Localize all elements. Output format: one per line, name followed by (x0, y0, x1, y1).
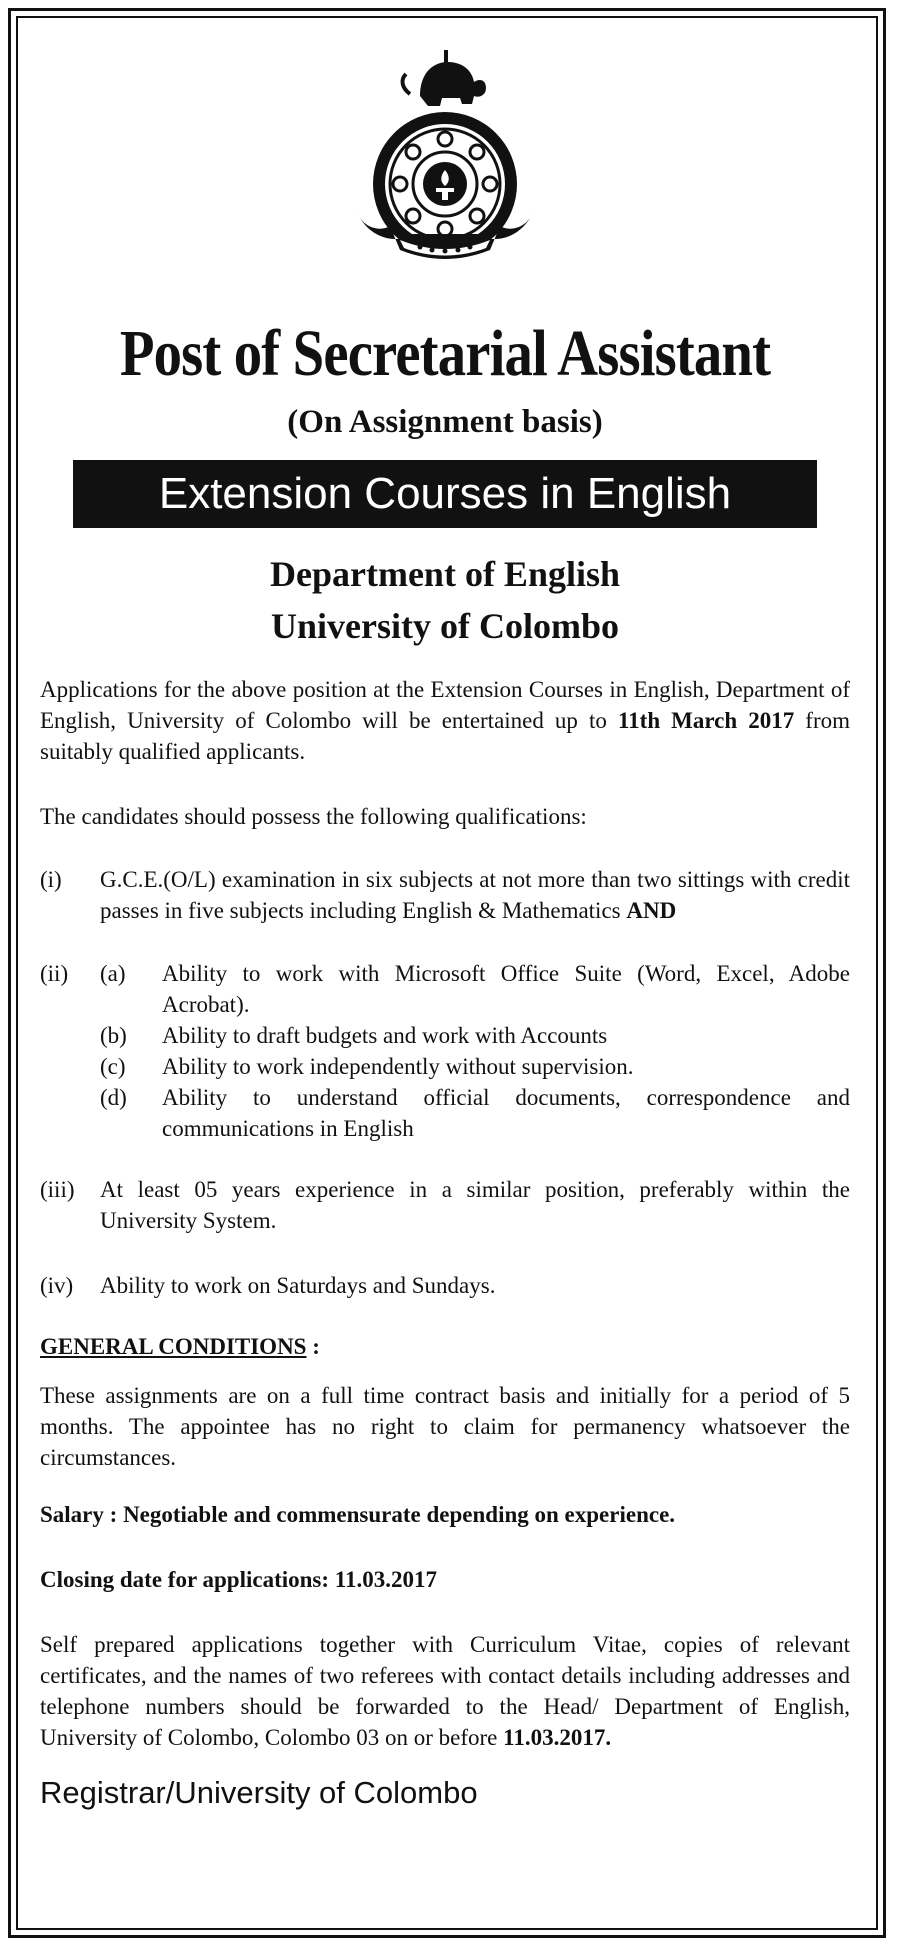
qualification-subitem (100, 1020, 850, 1051)
subitem-marker: (c) (100, 1054, 126, 1079)
closing-date-line (40, 1564, 850, 1595)
intro-paragraph (40, 674, 850, 767)
intro-text: Applications for the above position at the Extension Courses in English, Department of English, University of Colombo will be entertained up to (40, 677, 850, 733)
item-marker: (iv) (40, 1273, 74, 1298)
subitem-marker: (b) (100, 1023, 127, 1048)
forwarding-text: Self prepared applications together with Curriculum Vitae, copies of relevant certificates, and the names of two referees with contact details including addresses and telephone numbers should be forwarded to the Head/ Department of English, University of Colombo, Colombo 03 on or before (40, 1632, 850, 1750)
item-marker: (i) (40, 867, 62, 892)
intro-date: 11th March 2017 (617, 708, 795, 733)
signoff: Registrar/University of Colombo (40, 1775, 478, 1810)
item-text: Ability to work on Saturdays and Sundays. (100, 1273, 496, 1298)
heading-colon: : (306, 1334, 320, 1359)
qualification-item (40, 1174, 850, 1236)
subitem-marker: (a) (100, 961, 126, 986)
page-subtitle: (On Assignment basis) (287, 404, 603, 440)
salary-line (40, 1499, 850, 1530)
item-marker: (iii) (40, 1177, 75, 1202)
subitem-marker: (d) (100, 1085, 127, 1110)
general-conditions-heading (40, 1331, 850, 1362)
university-of-colombo-crest-icon (350, 44, 540, 274)
qualification-subitem (100, 1051, 850, 1082)
qualification-item (40, 864, 850, 926)
subitem-text: Ability to draft budgets and work with Accounts (162, 1023, 608, 1048)
advertisement (40, 40, 850, 1813)
subitem-text: Ability to work independently without supervision. (162, 1054, 634, 1079)
qualifications-intro: The candidates should possess the following qualifications: (40, 804, 587, 829)
salary-value: Negotiable and commensurate depending on experience. (123, 1502, 676, 1527)
forwarding-paragraph (40, 1629, 850, 1753)
intro-text-end: from suitably qualified applicants. (40, 708, 850, 764)
forwarding-date: 11.03.2017. (503, 1725, 612, 1750)
item-text (100, 864, 850, 926)
closing-date: 11.03.2017 (334, 1567, 438, 1592)
page-title: Post of Secretarial Assistant (119, 317, 771, 390)
item-text-suffix: AND (626, 898, 677, 923)
subitem-text: Ability to understand official documents, correspondence and communications in English (162, 1085, 850, 1141)
qualification-subitem (100, 1082, 850, 1144)
item-text: At least 05 years experience in a similar position, preferably within the University System. (100, 1177, 850, 1233)
university-name: University of Colombo (271, 606, 619, 646)
subitem-text: Ability to work with Microsoft Office Suite (Word, Excel, Adobe Acrobat). (162, 961, 850, 1017)
heading-text: GENERAL CONDITIONS (40, 1334, 307, 1359)
banner: Extension Courses in English (73, 460, 817, 528)
qualification-item (40, 1270, 850, 1301)
general-conditions-text: These assignments are on a full time contract basis and initially for a period of 5 months. The appointee has no right to claim for permanency whatsoever the circumstances. (40, 1383, 850, 1470)
closing-label: Closing date for applications: (40, 1567, 335, 1592)
salary-label: Salary : (40, 1502, 124, 1527)
qualification-item (40, 958, 850, 1020)
item-text-body: G.C.E.(O/L) examination in six subjects at not more than two sittings with credit passes in five subjects including English & Mathematics (100, 867, 850, 923)
department-name: Department of English (270, 554, 620, 594)
item-marker: (ii) (40, 961, 69, 986)
